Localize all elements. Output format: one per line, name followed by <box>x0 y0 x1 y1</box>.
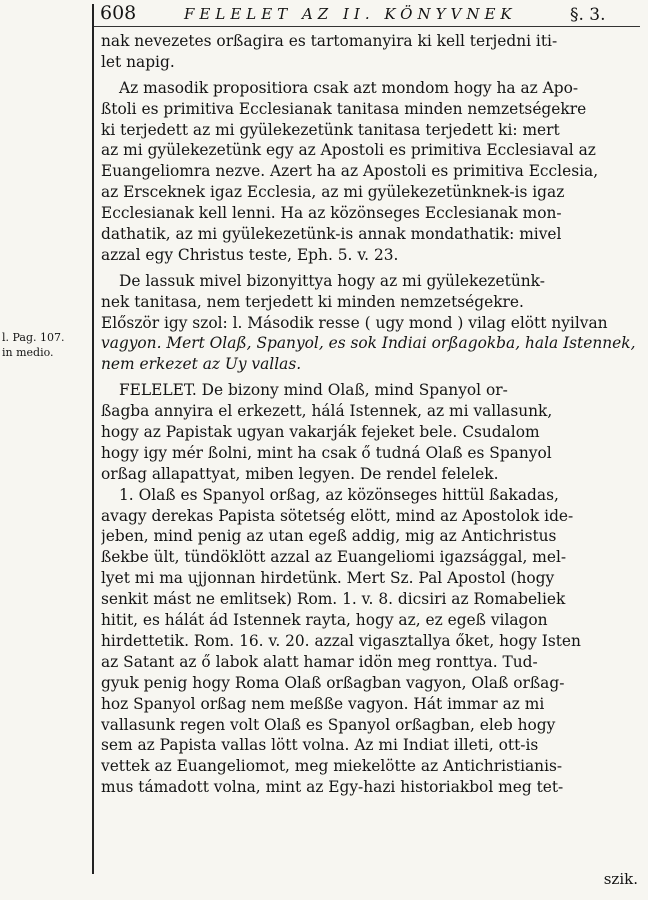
margin-note-line: l. Pag. 107. <box>2 331 65 344</box>
text-line: ßtoli es primitiva Ecclesianak tanitasa minden nemzetségekre <box>101 99 587 118</box>
text-line: hoz Spanyol orßag nem meßße vagyon. Hát immar az mi <box>101 694 545 713</box>
text-line: hogy igy mér ßolni, mint ha csak ő tudná Olaß es Spanyol <box>101 443 552 462</box>
text-line: az mi gyülekezetünk egy az Apostoli es primitiva Ecclesiaval az <box>101 141 596 160</box>
text-line: let napig. <box>101 52 175 71</box>
text-line: 1. Olaß es Spanyol orßag, az közönseges hittül ßakadas, <box>119 485 559 504</box>
left-margin-rule <box>92 4 94 874</box>
running-title: FELELET AZ II. KÖNYVNEK <box>184 5 517 23</box>
margin-note <box>2 330 90 360</box>
text-line: azzal egy Christus teste, Eph. 5. v. 23. <box>101 245 399 264</box>
text-line: hitit, es hálát ád Istennek rayta, hogy az, ez egeß vilagon <box>101 611 548 630</box>
text-line: sem az Papista vallas lött volna. Az mi Indiat illeti, ott-is <box>101 736 539 755</box>
text-line: gyuk penig hogy Roma Olaß orßagban vagyon, Olaß orßag- <box>101 673 565 692</box>
text-line: FELELET. De bizony mind Olaß, mind Spanyol or- <box>119 381 508 400</box>
text-line: nek tanitasa, nem terjedett ki minden nemzetségekre. <box>101 292 524 311</box>
text-line: Ecclesianak kell lenni. Ha az közönseges Ecclesianak mon- <box>101 204 562 223</box>
body-text <box>101 31 638 798</box>
text-line: senkit mást ne emlitsek) Rom. 1. v. 8. dicsiri az Romabeliek <box>101 590 566 609</box>
text-line: vallasunk regen volt Olaß es Spanyol orßagban, eleb hogy <box>101 715 556 734</box>
text-line: nem erkezet az Uy vallas. <box>101 355 302 374</box>
text-line: ki terjedett az mi gyülekezetünk tanitasa terjedett ki: mert <box>101 120 560 139</box>
text-line: ßagba annyira el erkezett, hálá Istennek, az mi vallasunk, <box>101 402 553 421</box>
text-line: lyet mi ma ujjonnan hirdetünk. Mert Sz. Pal Apostol (hogy <box>101 569 555 588</box>
text-line: hirdettetik. Rom. 16. v. 20. azzal vigasztallya őket, hogy Isten <box>101 631 581 650</box>
text-line: dathatik, az mi gyülekezetünk-is annak mondathatik: mivel <box>101 225 562 244</box>
catchword: szik. <box>603 870 638 888</box>
page-number: 608 <box>100 2 137 24</box>
text-line: jeben, mind penig az utan egeß addig, mig az Antichristus <box>101 527 557 546</box>
text-line: vagyon. Mert Olaß, Spanyol, es sok Indiai orßagokba, hala Istennek, <box>101 334 636 353</box>
text-line: Az masodik propositiora csak azt mondom hogy ha az Apo- <box>119 78 579 97</box>
text-line: Euangeliomra nezve. Azert ha az Apostoli es primitiva Ecclesia, <box>101 162 599 181</box>
text-line: De lassuk mivel bizonyittya hogy az mi gyülekezetünk- <box>119 271 545 290</box>
header-rule <box>94 26 640 27</box>
page-header <box>100 2 640 26</box>
text-line: avagy derekas Papista sötetség elött, mind az Apostolok ide- <box>101 506 574 525</box>
section-mark: §. 3. <box>570 5 606 25</box>
text-line: mus támadott volna, mint az Egy-hazi historiakbol meg tet- <box>101 778 564 797</box>
text-line: orßag allapattyat, miben legyen. De rendel felelek. <box>101 464 499 483</box>
text-line: vettek az Euangeliomot, meg miekelötte az Antichristianis- <box>101 757 563 776</box>
text-line: Először igy szol: l. Második resse ( ugy mond ) vilag elött nyilvan <box>101 313 608 332</box>
text-line: az Satant az ő labok alatt hamar idön meg ronttya. Tud- <box>101 652 538 671</box>
text-line: hogy az Papistak ugyan vakarják fejeket bele. Csudalom <box>101 423 540 442</box>
text-line: nak nevezetes orßagira es tartomanyira ki kell terjedni iti- <box>101 32 558 50</box>
text-line: ßekbe ült, tündöklött azzal az Euangeliomi igazsággal, mel- <box>101 548 567 567</box>
text-line: az Ersceknek igaz Ecclesia, az mi gyülekezetünknek-is igaz <box>101 183 565 202</box>
margin-note-line: in medio. <box>2 346 54 359</box>
